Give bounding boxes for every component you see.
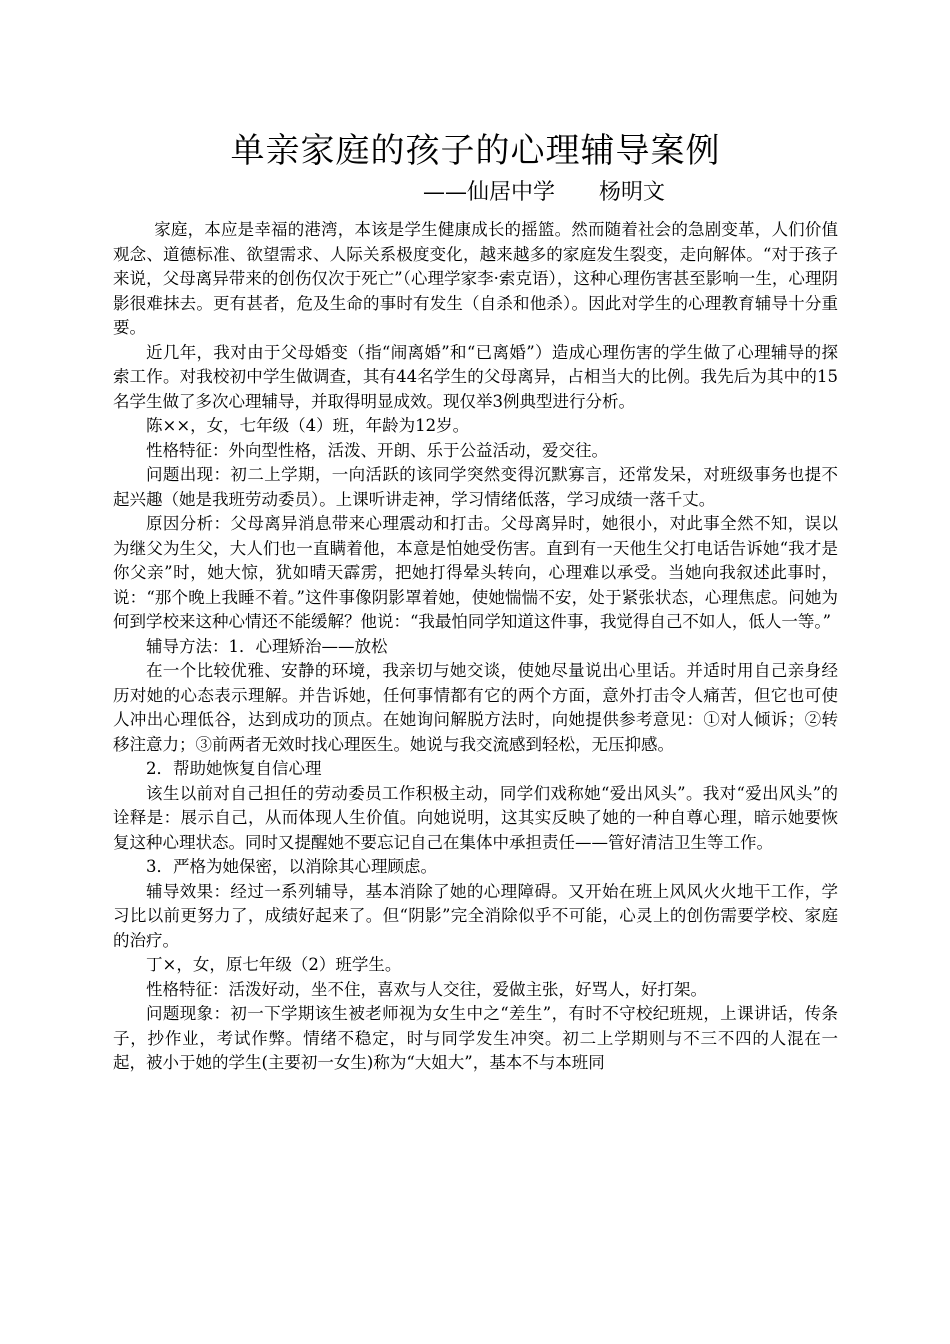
author-byline: ——仙居中学 杨明文: [423, 180, 666, 205]
paragraph: 2．帮助她恢复自信心理: [146, 759, 322, 778]
paragraph: 家庭，本应是幸福的港湾，本该是学生健康成长的摇篮。然而随着社会的急剧变革，人们价值观念、道德标准、欲望需求、人际关系极度变化，越来越多的家庭发生裂变，走向解体。“对于孩子来说，父母离异带来的创伤仅次于死亡”（心理学家李·索克语），这种心理伤害甚至影响一生，心理阴影很难抹去。更有甚者，危及生命的事时有发生（自杀和他杀）。因此对学生的心理教育辅导十分重要。: [113, 220, 838, 337]
paragraph: 原因分析：父母离异消息带来心理震动和打击。父母离异时，她很小，对此事全然不知，误以为继父为生父，大人们也一直瞒着他，本意是怕她受伤害。直到有一天他生父打电话告诉她“我才是你父亲”时，她大惊，犹如晴天霹雳，把她打得晕头转向，心理难以承受。当她向我叙述此事时，说：“那个晚上我睡不着。”这件事像阴影罩着她，使她惴惴不安，处于紧张状态，心理焦虑。问她为何到学校来这种心情还不能缓解？他说：“我最怕同学知道这件事，我觉得自己不如人，低人一等。”: [113, 514, 838, 631]
paragraph: 性格特征：活泼好动，坐不住，喜欢与人交往，爱做主张，好骂人，好打架。: [146, 979, 707, 999]
paragraph: 辅导方法：1．心理矫治——放松: [146, 636, 388, 656]
paragraph: 丁×，女，原七年级（2）班学生。: [146, 955, 402, 974]
document-title: 单亲家庭的孩子的心理辅导案例: [230, 131, 721, 171]
paragraph: 近几年，我对由于父母婚变（指“闹离婚”和“已离婚”）造成心理伤害的学生做了心理辅导的探索工作。对我校初中学生做调查，其有44名学生的父母离异，占相当大的比例。我先后为其中的15名学生做了多次心理辅导，并取得明显成效。现仅举3例典型进行分析。: [113, 342, 838, 411]
paragraph: 该生以前对自己担任的劳动委员工作积极主动，同学们戏称她“爱出风头”。我对“爱出风头”的诠释是：展示自己，从而体现人生价值。向她说明，这其实反映了她的一种自尊心理，暗示她要恢复这种心理状态。同时又提醒她不要忘记自己在集体中承担责任——管好清洁卫生等工作。: [113, 783, 838, 852]
paragraph: 在一个比较优雅、安静的环境，我亲切与她交谈，使她尽量说出心里话。并适时用自己亲身经历对她的心态表示理解。并告诉她，任何事情都有它的两个方面，意外打击令人痛苦，但它也可使人冲出心理低谷，达到成功的顶点。在她询问解脱方法时，向她提供参考意见：①对人倾诉；②转移注意力；③前两者无效时找心理医生。她说与我交流感到轻松，无压抑感。: [113, 661, 838, 754]
paragraph: 问题现象：初一下学期该生被老师视为女生中之“差生”，有时不守校纪班规，上课讲话，传条子，抄作业，考试作弊。情绪不稳定，时与同学发生冲突。初二上学期则与不三不四的人混在一起，被小于她的学生(主要初一女生)称为“大姐大”，基本不与本班同: [113, 1004, 838, 1072]
document-page: [113, 128, 838, 1076]
paragraph: 问题出现：初二上学期，一向活跃的该同学突然变得沉默寡言，还常发呆，对班级事务也提不起兴趣（她是我班劳动委员）。上课听讲走神，学习情绪低落，学习成绩一落千丈。: [113, 465, 838, 509]
paragraph: 陈××，女，七年级（4）班，年龄为12岁。: [146, 416, 470, 435]
paragraph: 辅导效果：经过一系列辅导，基本消除了她的心理障碍。又开始在班上风风火火地干工作，学习比以前更努力了，成绩好起来了。但“阴影”完全消除似乎不可能，心灵上的创伤需要学校、家庭的治疗。: [113, 881, 838, 950]
paragraph: 3．严格为她保密，以消除其心理顾虑。: [146, 857, 437, 876]
paragraph: 性格特征：外向型性格，活泼、开朗、乐于公益活动，爱交往。: [146, 440, 608, 460]
